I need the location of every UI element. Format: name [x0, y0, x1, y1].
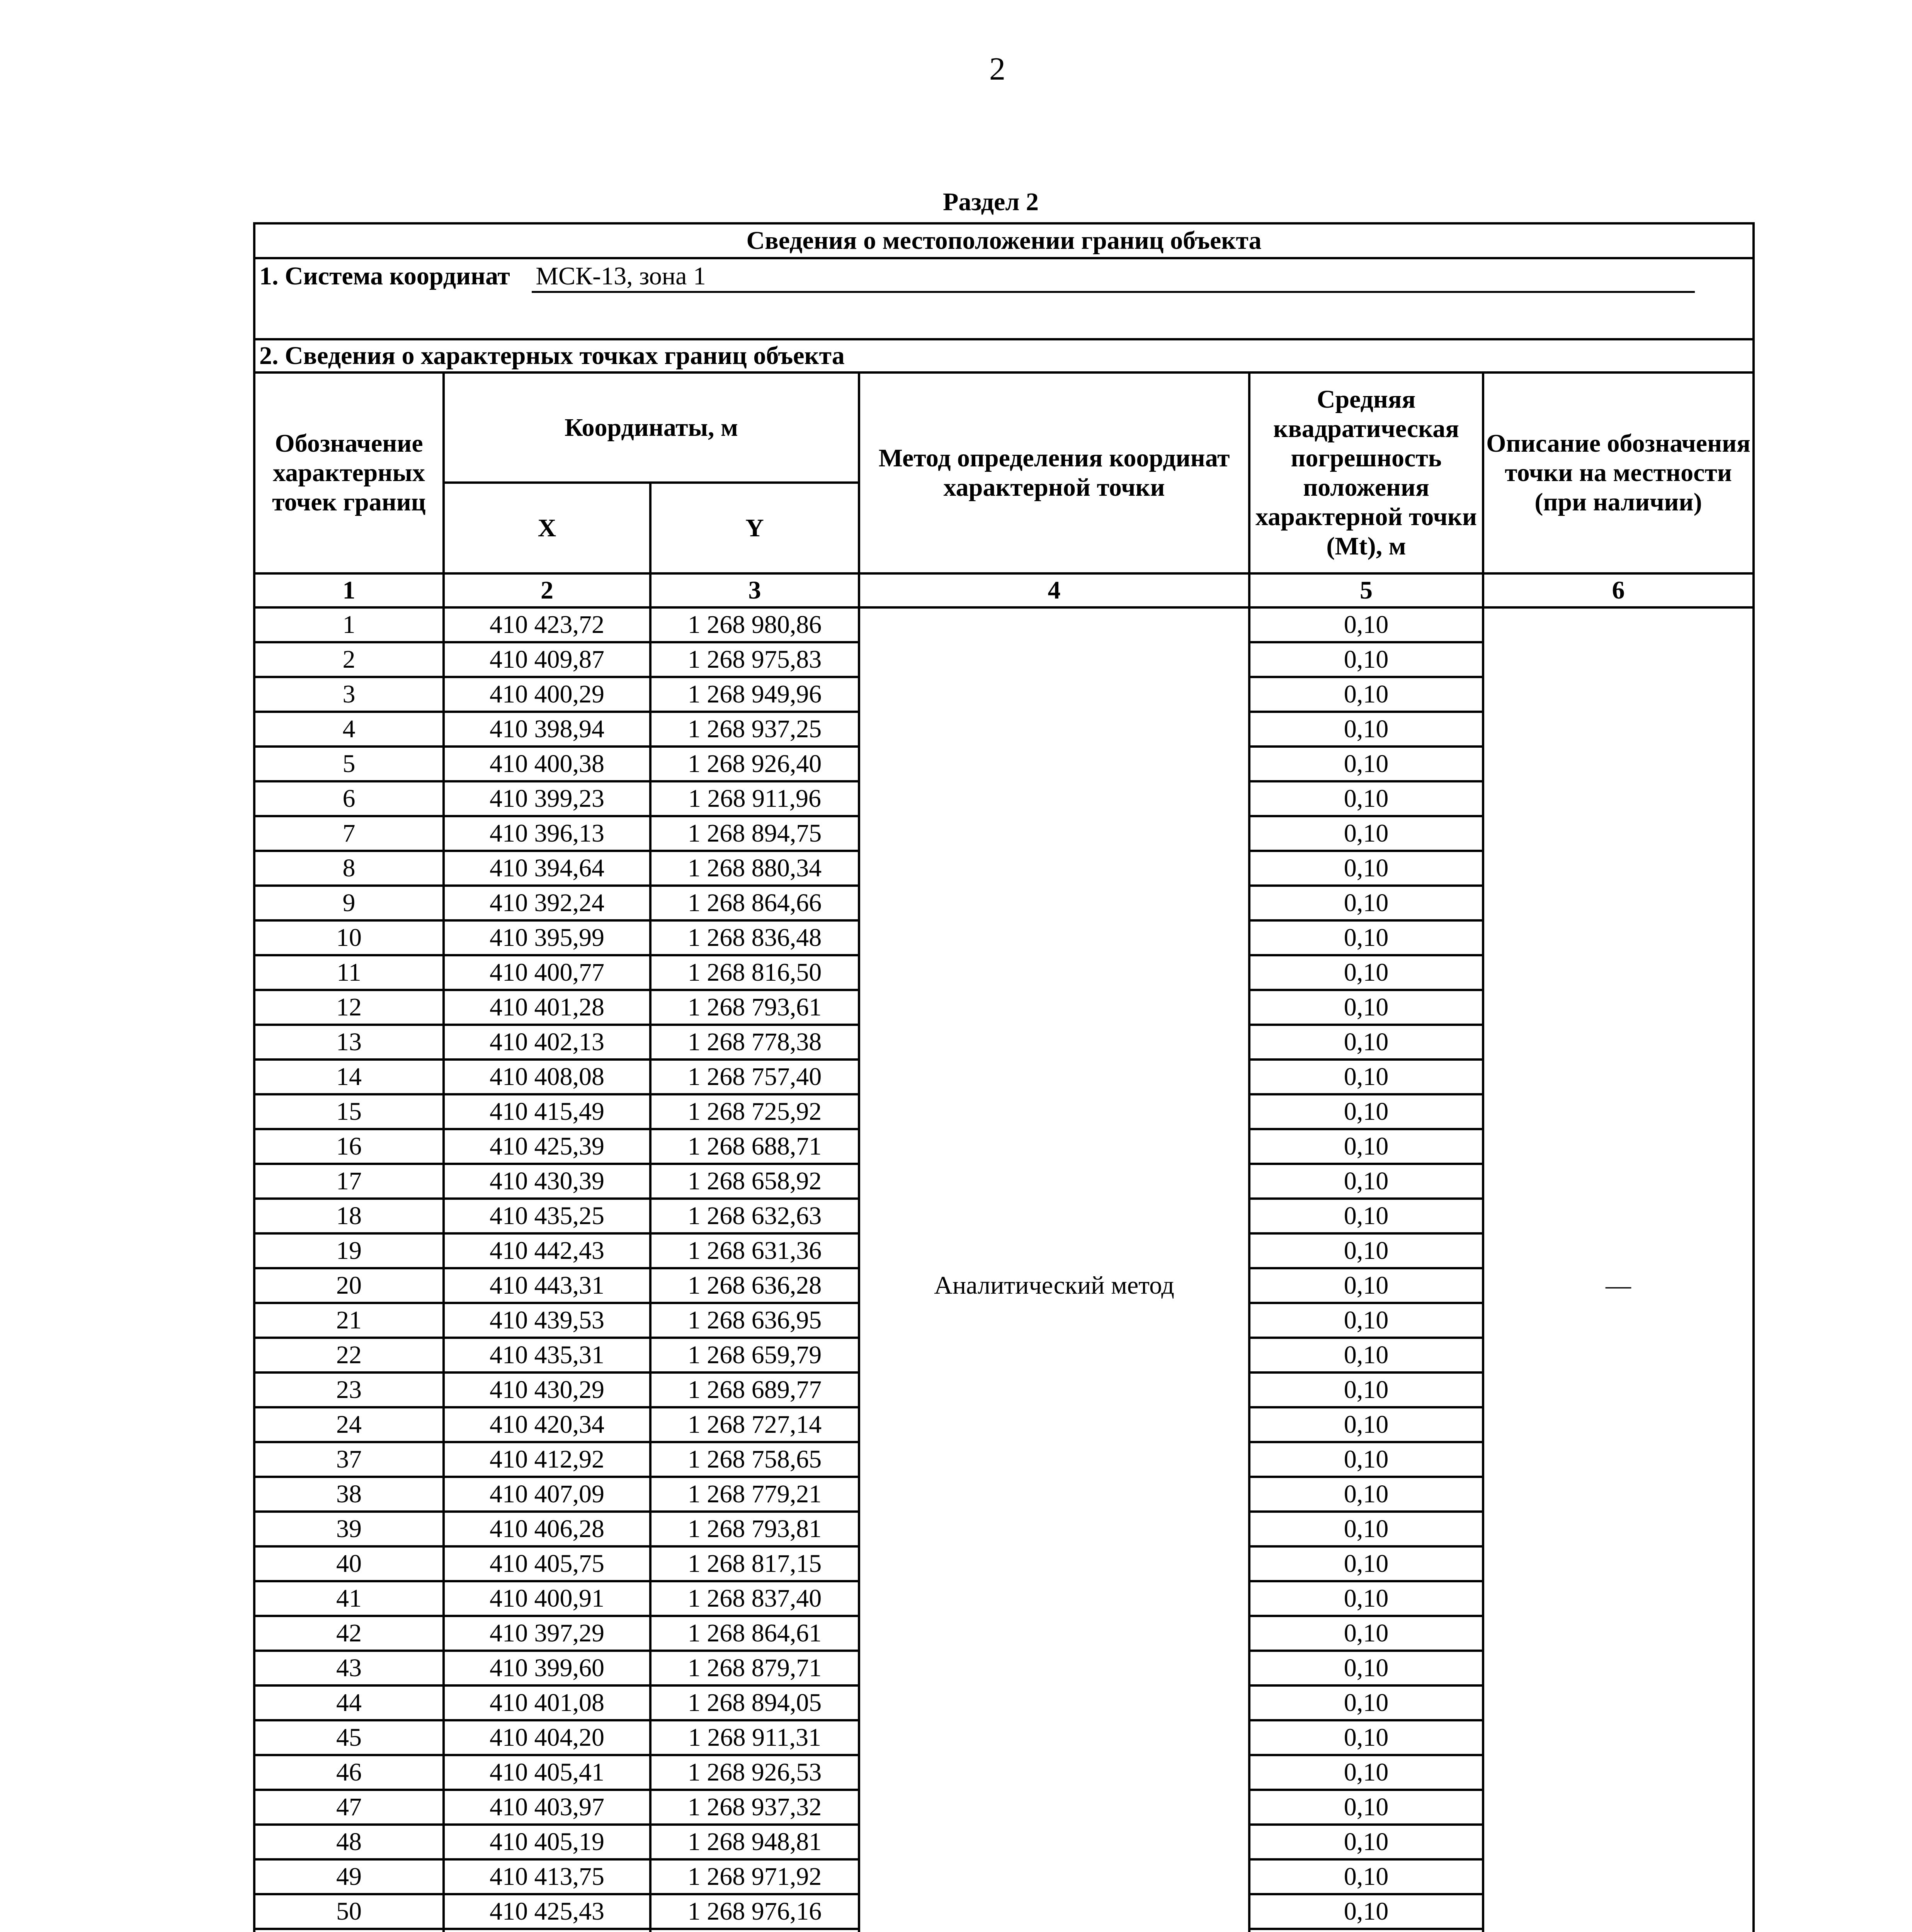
x-coordinate-cell: 410 401,28 — [444, 990, 650, 1025]
point-id-cell: 45 — [254, 1720, 444, 1755]
x-coordinate-cell: 410 420,34 — [444, 1407, 650, 1442]
y-coordinate-cell: 1 268 659,79 — [650, 1338, 859, 1372]
point-id-cell: 13 — [254, 1025, 444, 1060]
mean-error-cell: 0,10 — [1249, 1372, 1483, 1407]
y-coordinate-cell: 1 268 948,81 — [650, 1825, 859, 1859]
point-id-cell: 1 — [254, 607, 444, 642]
mean-error-cell: 0,10 — [1249, 712, 1483, 747]
point-id-cell: 8 — [254, 851, 444, 886]
y-coordinate-cell: 1 268 975,83 — [650, 642, 859, 677]
point-id-cell: 48 — [254, 1825, 444, 1859]
point-id-cell: 44 — [254, 1685, 444, 1720]
y-coordinate-cell: 1 268 971,92 — [650, 1859, 859, 1894]
mean-error-cell: 0,10 — [1249, 1442, 1483, 1477]
point-id-cell: 43 — [254, 1651, 444, 1685]
y-coordinate-cell — [650, 1929, 859, 1932]
point-id-cell: 46 — [254, 1755, 444, 1790]
y-coordinate-cell: 1 268 779,21 — [650, 1477, 859, 1512]
table-title-row — [254, 223, 1754, 258]
header-coordinates: Координаты, м — [444, 372, 859, 483]
mean-error-cell: 0,10 — [1249, 1790, 1483, 1825]
y-coordinate-cell: 1 268 636,28 — [650, 1268, 859, 1303]
mean-error-cell: 0,10 — [1249, 1164, 1483, 1199]
header-method: Метод определения координат характерной точки — [859, 372, 1249, 573]
x-coordinate-cell: 410 399,60 — [444, 1651, 650, 1685]
column-numbers-row — [254, 573, 1754, 607]
column-number: 3 — [650, 573, 859, 607]
point-id-cell: 6 — [254, 781, 444, 816]
section2-title-row — [254, 339, 1754, 372]
y-coordinate-cell: 1 268 864,66 — [650, 886, 859, 920]
y-coordinate-cell: 1 268 879,71 — [650, 1651, 859, 1685]
x-coordinate-cell: 410 395,99 — [444, 920, 650, 955]
y-coordinate-cell: 1 268 757,40 — [650, 1060, 859, 1094]
y-coordinate-cell: 1 268 816,50 — [650, 955, 859, 990]
x-coordinate-cell: 410 398,94 — [444, 712, 650, 747]
point-id-cell: 14 — [254, 1060, 444, 1094]
mean-error-cell: 0,10 — [1249, 1512, 1483, 1546]
method-cell: Аналитический метод — [859, 607, 1249, 1932]
y-coordinate-cell: 1 268 937,32 — [650, 1790, 859, 1825]
y-coordinate-cell: 1 268 758,65 — [650, 1442, 859, 1477]
point-id-cell: 18 — [254, 1199, 444, 1233]
mean-error-cell: 0,10 — [1249, 1477, 1483, 1512]
x-coordinate-cell: 410 396,13 — [444, 816, 650, 851]
mean-error-cell: 0,10 — [1249, 990, 1483, 1025]
y-coordinate-cell: 1 268 725,92 — [650, 1094, 859, 1129]
point-id-cell: 17 — [254, 1164, 444, 1199]
point-id-cell: 2 — [254, 642, 444, 677]
point-id-cell: 19 — [254, 1233, 444, 1268]
x-coordinate-cell: 410 423,72 — [444, 607, 650, 642]
mean-error-cell: 0,10 — [1249, 642, 1483, 677]
point-id-cell: 42 — [254, 1616, 444, 1651]
x-coordinate-cell: 410 407,09 — [444, 1477, 650, 1512]
x-coordinate-cell: 410 394,64 — [444, 851, 650, 886]
table-row — [254, 607, 1754, 642]
point-id-cell: 41 — [254, 1581, 444, 1616]
y-coordinate-cell: 1 268 864,61 — [650, 1616, 859, 1651]
x-coordinate-cell: 410 430,29 — [444, 1372, 650, 1407]
y-coordinate-cell: 1 268 949,96 — [650, 677, 859, 712]
y-coordinate-cell: 1 268 894,75 — [650, 816, 859, 851]
y-coordinate-cell: 1 268 911,31 — [650, 1720, 859, 1755]
point-id-cell: 20 — [254, 1268, 444, 1303]
x-coordinate-cell: 410 430,39 — [444, 1164, 650, 1199]
y-coordinate-cell: 1 268 778,38 — [650, 1025, 859, 1060]
point-id-cell: 5 — [254, 747, 444, 781]
header-y: Y — [650, 483, 859, 573]
point-id-cell: 11 — [254, 955, 444, 990]
x-coordinate-cell: 410 400,29 — [444, 677, 650, 712]
point-id-cell: 21 — [254, 1303, 444, 1338]
x-coordinate-cell: 410 409,87 — [444, 642, 650, 677]
y-coordinate-cell: 1 268 817,15 — [650, 1546, 859, 1581]
point-id-cell: 40 — [254, 1546, 444, 1581]
y-coordinate-cell: 1 268 836,48 — [650, 920, 859, 955]
point-id-cell: 4 — [254, 712, 444, 747]
x-coordinate-cell: 410 439,53 — [444, 1303, 650, 1338]
point-id-cell: 39 — [254, 1512, 444, 1546]
boundary-table — [253, 222, 1755, 1932]
x-coordinate-cell: 410 402,13 — [444, 1025, 650, 1060]
y-coordinate-cell: 1 268 636,95 — [650, 1303, 859, 1338]
x-coordinate-cell: 410 412,92 — [444, 1442, 650, 1477]
table-title: Сведения о местоположении границ объекта — [254, 223, 1754, 258]
mean-error-cell: 0,10 — [1249, 1651, 1483, 1685]
y-coordinate-cell: 1 268 976,16 — [650, 1894, 859, 1929]
y-coordinate-cell: 1 268 689,77 — [650, 1372, 859, 1407]
x-coordinate-cell — [444, 1929, 650, 1932]
y-coordinate-cell: 1 268 727,14 — [650, 1407, 859, 1442]
point-id-cell: 37 — [254, 1442, 444, 1477]
x-coordinate-cell: 410 425,39 — [444, 1129, 650, 1164]
coord-system-cell — [254, 258, 1754, 339]
y-coordinate-cell: 1 268 880,34 — [650, 851, 859, 886]
section-title: Раздел 2 — [943, 188, 1039, 216]
mean-error-cell: 0,10 — [1249, 1303, 1483, 1338]
mean-error-cell: 0,10 — [1249, 1338, 1483, 1372]
x-coordinate-cell: 410 406,28 — [444, 1512, 650, 1546]
mean-error-cell: 0,10 — [1249, 1685, 1483, 1720]
section2-title: 2. Сведения о характерных точках границ объекта — [254, 339, 1754, 372]
coord-system-row — [254, 258, 1754, 339]
mean-error-cell: 0,10 — [1249, 1025, 1483, 1060]
description-cell: — — [1483, 607, 1754, 1932]
mean-error-cell: 0,10 — [1249, 1129, 1483, 1164]
x-coordinate-cell: 410 400,38 — [444, 747, 650, 781]
point-id-cell: 23 — [254, 1372, 444, 1407]
mean-error-cell: 0,10 — [1249, 1825, 1483, 1859]
mean-error-cell — [1249, 1929, 1483, 1932]
coord-system-value: МСК-13, зона 1 — [532, 262, 1695, 293]
point-id-cell: 9 — [254, 886, 444, 920]
column-number: 5 — [1249, 573, 1483, 607]
mean-error-cell: 0,10 — [1249, 1407, 1483, 1442]
x-coordinate-cell: 410 392,24 — [444, 886, 650, 920]
point-id-cell: 24 — [254, 1407, 444, 1442]
mean-error-cell: 0,10 — [1249, 677, 1483, 712]
mean-error-cell: 0,10 — [1249, 920, 1483, 955]
point-id-cell: 38 — [254, 1477, 444, 1512]
y-coordinate-cell: 1 268 937,25 — [650, 712, 859, 747]
y-coordinate-cell: 1 268 793,81 — [650, 1512, 859, 1546]
y-coordinate-cell: 1 268 632,63 — [650, 1199, 859, 1233]
mean-error-cell: 0,10 — [1249, 1581, 1483, 1616]
mean-error-cell: 0,10 — [1249, 1199, 1483, 1233]
y-coordinate-cell: 1 268 926,53 — [650, 1755, 859, 1790]
mean-error-cell: 0,10 — [1249, 607, 1483, 642]
header-point-designation: Обозначение характерных точек границ — [254, 372, 444, 573]
y-coordinate-cell: 1 268 793,61 — [650, 990, 859, 1025]
x-coordinate-cell: 410 405,41 — [444, 1755, 650, 1790]
y-coordinate-cell: 1 268 658,92 — [650, 1164, 859, 1199]
x-coordinate-cell: 410 443,31 — [444, 1268, 650, 1303]
page-number: 2 — [989, 51, 1005, 87]
mean-error-cell: 0,10 — [1249, 1755, 1483, 1790]
mean-error-cell: 0,10 — [1249, 1546, 1483, 1581]
point-id-cell: 10 — [254, 920, 444, 955]
mean-error-cell: 0,10 — [1249, 816, 1483, 851]
y-coordinate-cell: 1 268 631,36 — [650, 1233, 859, 1268]
header-x: X — [444, 483, 650, 573]
point-id-cell: 49 — [254, 1859, 444, 1894]
mean-error-cell: 0,10 — [1249, 1894, 1483, 1929]
x-coordinate-cell: 410 399,23 — [444, 781, 650, 816]
coord-system-label: 1. Система координат — [259, 262, 510, 290]
y-coordinate-cell: 1 268 837,40 — [650, 1581, 859, 1616]
x-coordinate-cell: 410 400,91 — [444, 1581, 650, 1616]
x-coordinate-cell: 410 405,75 — [444, 1546, 650, 1581]
y-coordinate-cell: 1 268 911,96 — [650, 781, 859, 816]
y-coordinate-cell: 1 268 980,86 — [650, 607, 859, 642]
header-mean-error: Средняя квадратическая погрешность положения характерной точки (Mt), м — [1249, 372, 1483, 573]
y-coordinate-cell: 1 268 894,05 — [650, 1685, 859, 1720]
x-coordinate-cell: 410 405,19 — [444, 1825, 650, 1859]
mean-error-cell: 0,10 — [1249, 955, 1483, 990]
point-id-cell: 12 — [254, 990, 444, 1025]
x-coordinate-cell: 410 408,08 — [444, 1060, 650, 1094]
column-number: 6 — [1483, 573, 1754, 607]
point-id-cell: 3 — [254, 677, 444, 712]
header-description: Описание обозначения точки на местности (при наличии) — [1483, 372, 1754, 573]
column-number: 4 — [859, 573, 1249, 607]
x-coordinate-cell: 410 400,77 — [444, 955, 650, 990]
x-coordinate-cell: 410 435,25 — [444, 1199, 650, 1233]
x-coordinate-cell: 410 413,75 — [444, 1859, 650, 1894]
mean-error-cell: 0,10 — [1249, 1616, 1483, 1651]
mean-error-cell: 0,10 — [1249, 1720, 1483, 1755]
x-coordinate-cell: 410 403,97 — [444, 1790, 650, 1825]
column-number: 2 — [444, 573, 650, 607]
y-coordinate-cell: 1 268 688,71 — [650, 1129, 859, 1164]
mean-error-cell: 0,10 — [1249, 1094, 1483, 1129]
point-id-cell: 50 — [254, 1894, 444, 1929]
x-coordinate-cell: 410 425,43 — [444, 1894, 650, 1929]
point-id-cell: 16 — [254, 1129, 444, 1164]
header-row-1 — [254, 372, 1754, 483]
mean-error-cell: 0,10 — [1249, 1060, 1483, 1094]
point-id-cell: 15 — [254, 1094, 444, 1129]
x-coordinate-cell: 410 397,29 — [444, 1616, 650, 1651]
x-coordinate-cell: 410 435,31 — [444, 1338, 650, 1372]
mean-error-cell: 0,10 — [1249, 1268, 1483, 1303]
mean-error-cell: 0,10 — [1249, 1233, 1483, 1268]
x-coordinate-cell: 410 442,43 — [444, 1233, 650, 1268]
column-number: 1 — [254, 573, 444, 607]
mean-error-cell: 0,10 — [1249, 781, 1483, 816]
table-body — [254, 223, 1754, 1932]
point-id-cell: 7 — [254, 816, 444, 851]
x-coordinate-cell: 410 404,20 — [444, 1720, 650, 1755]
x-coordinate-cell: 410 415,49 — [444, 1094, 650, 1129]
mean-error-cell: 0,10 — [1249, 886, 1483, 920]
y-coordinate-cell: 1 268 926,40 — [650, 747, 859, 781]
mean-error-cell: 0,10 — [1249, 1859, 1483, 1894]
mean-error-cell: 0,10 — [1249, 851, 1483, 886]
x-coordinate-cell: 410 401,08 — [444, 1685, 650, 1720]
point-id-cell: 47 — [254, 1790, 444, 1825]
point-id-cell — [254, 1929, 444, 1932]
mean-error-cell: 0,10 — [1249, 747, 1483, 781]
point-id-cell: 22 — [254, 1338, 444, 1372]
